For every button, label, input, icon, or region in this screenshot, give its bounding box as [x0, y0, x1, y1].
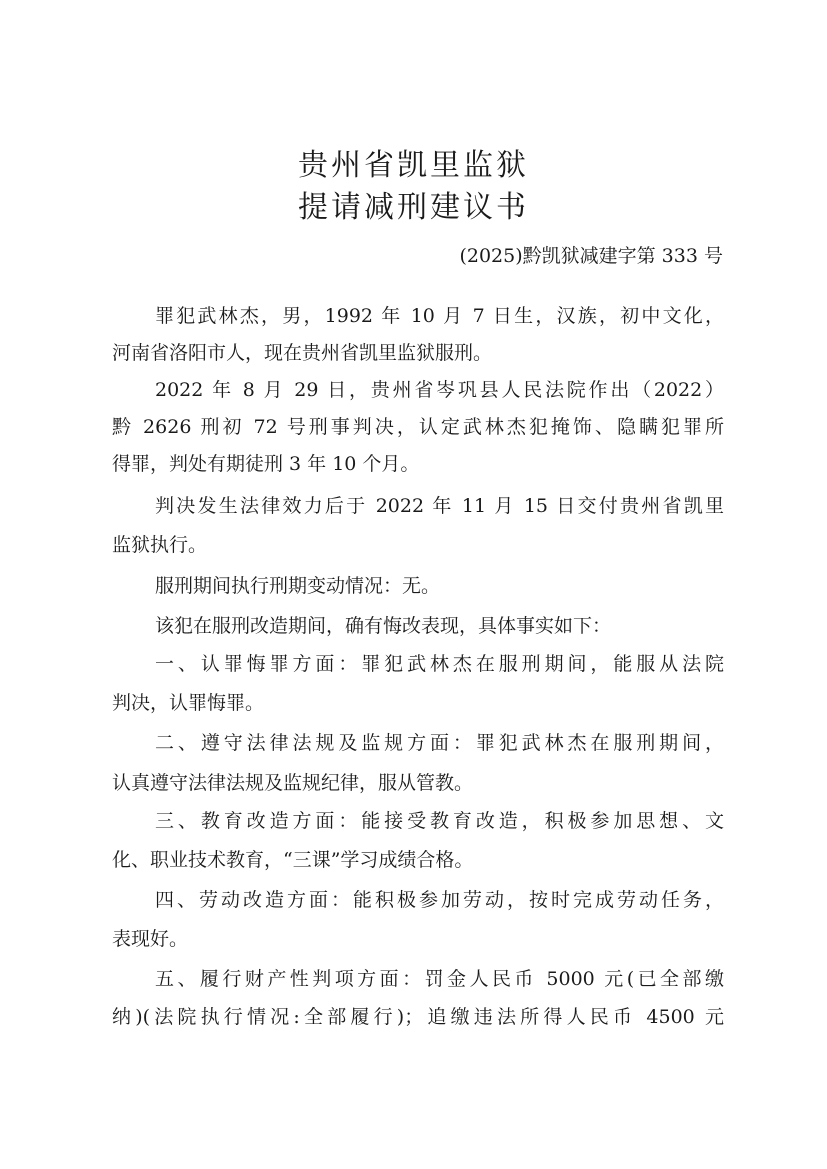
paragraph-line: 判决，认罪悔罪。 [112, 692, 265, 714]
paragraph-line: 化、职业技术教育，“三课”学习成绩合格。 [112, 849, 474, 871]
paragraph-line: 判决发生法律效力后于 2022 年 11 月 15 日交付贵州省凯里 [155, 495, 724, 517]
paragraph-line: 五、履行财产性判项方面：罚金人民币 5000 元(已全部缴 [155, 968, 724, 990]
paragraph-line: 黔 2626 刑初 72 号刑事判决，认定武林杰犯掩饰、隐瞒犯罪所 [112, 416, 724, 438]
paragraph-line: 四、劳动改造方面：能积极参加劳动，按时完成劳动任务， [155, 889, 724, 911]
paragraph-line: 得罪，判处有期徒刑 3 年 10 个月。 [112, 453, 420, 475]
paragraph-line: 纳)(法院执行情况:全部履行)；追缴违法所得人民币 4500 元 [112, 1006, 724, 1028]
paragraph-line: 一、认罪悔罪方面：罪犯武林杰在服刑期间，能服从法院 [155, 653, 724, 675]
paragraph-line: 二、遵守法律法规及监规方面：罪犯武林杰在服刑期间， [155, 732, 724, 754]
paragraph-line: 三、教育改造方面：能接受教育改造，积极参加思想、文 [155, 810, 724, 832]
paragraph-line: 表现好。 [112, 928, 189, 950]
paragraph-line: 监狱执行。 [112, 534, 208, 556]
document-title-issuer: 贵州省凯里监狱 [298, 148, 529, 183]
document-title-type: 提请减刑建议书 [298, 190, 529, 225]
document-number: (2025)黔凯狱减建字第 333 号 [459, 245, 723, 267]
paragraph-line: 河南省洛阳市人，现在贵州省凯里监狱服刑。 [112, 342, 493, 364]
paragraph-line: 服刑期间执行刑期变动情况：无。 [155, 575, 441, 597]
paragraph-line: 2022 年 8 月 29 日，贵州省岑巩县人民法院作出（2022） [155, 379, 724, 401]
paragraph-line: 该犯在服刑改造期间，确有悔改表现，具体事实如下： [155, 615, 612, 637]
paragraph-line: 认真遵守法律法规及监规纪律，服从管教。 [112, 772, 474, 794]
paragraph-line: 罪犯武林杰，男，1992 年 10 月 7 日生，汉族，初中文化， [155, 305, 724, 327]
